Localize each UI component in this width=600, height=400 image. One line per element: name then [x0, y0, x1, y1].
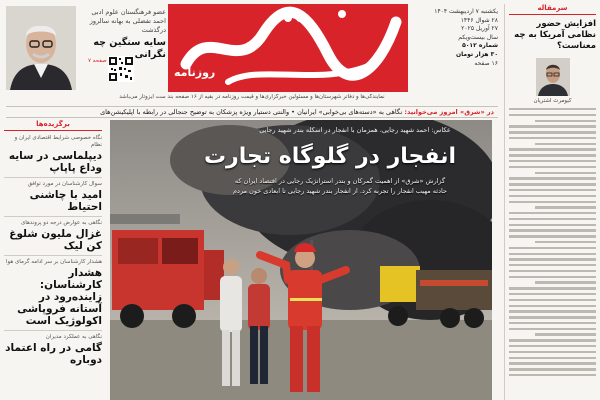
- text-line: [509, 357, 596, 359]
- divider: [4, 255, 102, 256]
- list-item-title: دیپلماسی در سایه وداع پاپاپ: [8, 150, 102, 174]
- qr-pattern: [108, 56, 134, 82]
- text-line: [509, 270, 596, 272]
- editorial-title[interactable]: افزایش حضور نظامی آمریکا به چه معناست؟: [514, 19, 596, 51]
- dateline-line: شماره ۵۰۱۲: [462, 42, 498, 50]
- text-line: [509, 258, 596, 260]
- text-line: [509, 316, 596, 318]
- list-item-kicker: نگاهی به عوارض درجه دو پروندهای: [21, 220, 102, 226]
- text-line: [535, 143, 596, 145]
- text-line: [509, 212, 596, 214]
- list-item-title: گامی در راه اعتماد دوباره: [5, 342, 102, 366]
- text-line: [509, 345, 596, 347]
- list-item-title: امید با چاشنی احتیاط: [29, 189, 102, 213]
- text-line: [509, 310, 596, 312]
- photo-lead: گزارش «شرق» از اهمیت گمرکان و بندر استراتژیک رجایی در اقتصاد ایران که حادثه مهیب انفجار را تجربه کرد. از انفجار بندر شهید رجایی تا ابعادی خون مردم: [233, 177, 447, 195]
- text-line: [509, 166, 596, 168]
- left-column: [4, 120, 102, 400]
- teaser-page-ref: صفحه ۷: [88, 58, 107, 64]
- dateline-line: ۱۶ صفحه: [474, 59, 498, 67]
- text-line: [509, 131, 596, 133]
- text-line: [509, 201, 596, 203]
- top-line-label: در «شرق» امروز می‌خوانید:: [404, 108, 494, 116]
- editorial-body: [509, 108, 596, 376]
- list-item-kicker: نگاهی به عملکرد مدیران: [45, 334, 102, 340]
- text-line: [535, 120, 596, 122]
- text-line: [509, 154, 596, 156]
- text-line: [535, 241, 596, 243]
- text-line: [509, 224, 596, 226]
- text-line: [509, 108, 596, 110]
- price-bar: نمایندگی‌ها و دفاتر شهرستان‌ها و مسئولین خبرگزاری‌ها و قیمت روزنامه در بقیه از ۱۶ صفحه بند ست ایزوتار می‌باشد: [119, 94, 385, 100]
- photo-kicker: عکاس: احمد شهید رجایی، همزمان با انفجار در اسکله بندر شهید رجایی: [259, 126, 451, 134]
- masthead-logo[interactable]: [168, 4, 408, 92]
- text-line: [509, 247, 596, 249]
- top-line-text: نگاهی به «دسته‌های بی‌خوابی» ایرانیان • والنتی دستیار ویژه پزشکان به توضیح جنجالی در رابطه با اپلیکیشن‌های: [100, 108, 403, 116]
- list-item[interactable]: [4, 220, 102, 252]
- list-item[interactable]: [4, 181, 102, 213]
- left-column-header: برگزیده‌ها: [4, 120, 102, 131]
- list-item[interactable]: [4, 334, 102, 366]
- divider: [4, 177, 102, 178]
- list-item[interactable]: [4, 135, 102, 174]
- text-line: [509, 235, 596, 237]
- divider: [4, 330, 102, 331]
- teaser-kicker-2: احمد تفضلی به بهانه سالروز درگذشت: [89, 17, 166, 34]
- text-line: [509, 177, 596, 179]
- qr-code-icon[interactable]: [108, 56, 134, 82]
- dateline-line: یکشنبه ۷ اردیبهشت ۱۴۰۴: [434, 8, 498, 15]
- teaser-title: سایه سنگین چه نگرانی: [93, 37, 166, 60]
- text-line: [509, 362, 596, 364]
- text-line: [509, 253, 596, 255]
- text-line: [509, 328, 596, 330]
- text-line: [509, 114, 596, 116]
- main-photo[interactable]: [110, 120, 492, 400]
- photo-headline: انفجار در گلوگاه تجارت: [203, 144, 457, 169]
- text-line: [509, 148, 596, 150]
- text-line: [509, 299, 596, 301]
- text-line: [509, 229, 596, 231]
- author-avatar: [536, 58, 570, 96]
- dateline-line: ۲۸ شوال ۱۴۴۶: [460, 16, 498, 24]
- person-portrait-icon: [6, 6, 76, 90]
- text-line: [509, 368, 596, 370]
- text-line: [509, 125, 596, 127]
- author-name: کیومرث اشتریان: [533, 98, 572, 104]
- list-item-kicker: هشدار کارشناسان بر سر ادامه گرمای هوا: [5, 259, 102, 265]
- divider: [4, 216, 102, 217]
- text-line: [509, 264, 596, 266]
- list-item-title: هشدار کارشناسان: زاینده‌رود در آستانه فروپاشی اکولوژیک است: [17, 267, 102, 327]
- list-item-title: غزال ملیون شلوغ کن لیک: [9, 228, 102, 252]
- text-line: [509, 189, 596, 191]
- text-line: [509, 137, 596, 139]
- text-line: [535, 206, 596, 208]
- list-item-kicker: سوال کارشناسان در مورد توافق: [27, 181, 102, 187]
- logo-kicker: روزنامه: [174, 66, 216, 79]
- text-line: [509, 322, 596, 324]
- dateline-line: ۳۰ هزار تومان: [455, 50, 498, 58]
- text-line: [535, 172, 596, 174]
- teaser-block[interactable]: [80, 8, 166, 61]
- text-line: [509, 305, 596, 307]
- text-line: [509, 287, 596, 289]
- dateline: [412, 8, 498, 68]
- list-item[interactable]: [4, 259, 102, 327]
- author-portrait-icon: [536, 58, 570, 96]
- text-line: [535, 281, 596, 283]
- text-line: [509, 339, 596, 341]
- editorial-header: سرمقاله: [509, 4, 596, 15]
- right-column-editorial: [504, 4, 596, 400]
- text-line: [509, 218, 596, 220]
- top-line-teasers[interactable]: [6, 106, 498, 118]
- text-line: [509, 160, 596, 162]
- teaser-portrait[interactable]: [6, 6, 76, 90]
- dateline-line: سال بیست‌ویکم: [458, 33, 498, 41]
- teaser-kicker: عضو فرهنگستان علوم ادبی: [91, 8, 166, 16]
- text-line: [509, 374, 596, 376]
- text-line: [509, 195, 596, 197]
- text-line: [509, 293, 596, 295]
- dateline-line: ۲۷ آوریل ۲۰۲۵: [461, 25, 498, 33]
- text-line: [535, 333, 596, 335]
- text-line: [509, 351, 596, 353]
- list-item-kicker: نگاه خصوصی شرایط اقتصادی ایران و نظام: [14, 135, 102, 148]
- text-line: [509, 276, 596, 278]
- text-line: [509, 183, 596, 185]
